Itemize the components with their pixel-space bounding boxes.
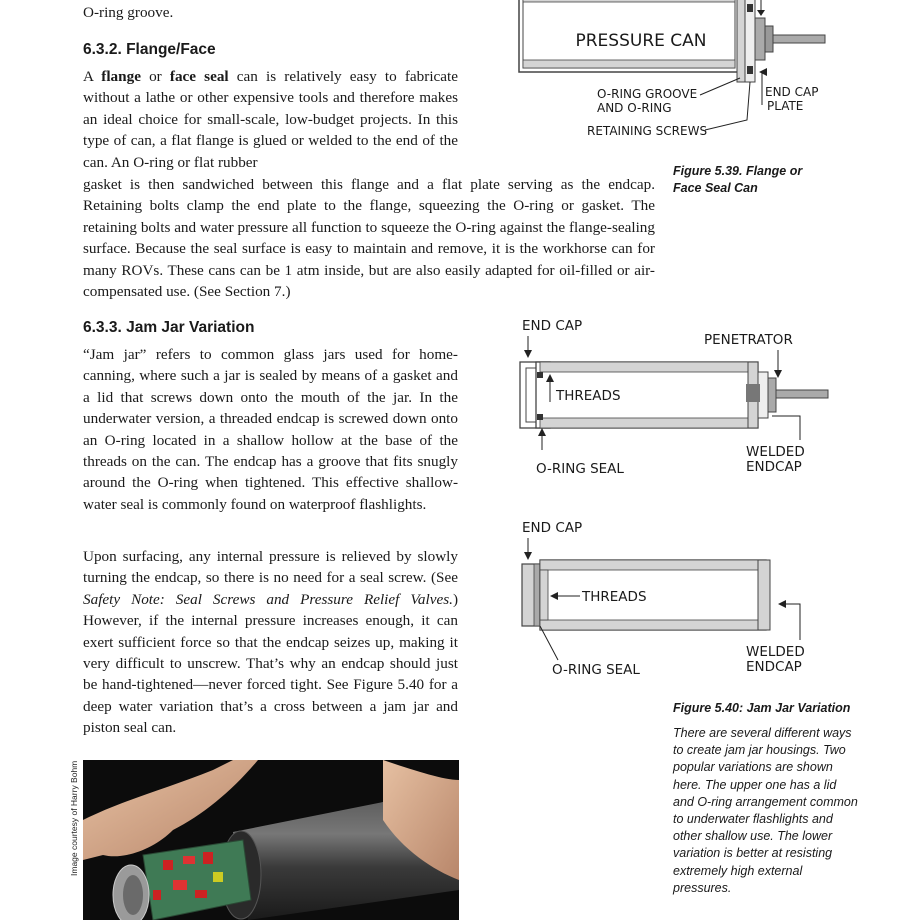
section-632-para-part1 (83, 66, 458, 173)
label-oring-groove-2: AND O-RING (597, 101, 672, 115)
label-bottom-welded-1: WELDED (746, 644, 805, 660)
pressure-can-photo (83, 760, 459, 920)
section-633-para-1: “Jam jar” refers to common glass jars used for home-canning, where such a jar is sealed by means of a gasket and a lid that screws down onto the mouth of the jar. In the underwater version, a threaded endcap is screwed down onto an O-ring located in a shallow hollow at the base of the threads on the can. The endcap has a groove that fits snugly around the O-ring when tightened. This effective shallow-water seal is commonly found on waterproof flashlights. (83, 346, 458, 513)
label-top-end-cap: END CAP (522, 318, 583, 334)
label-top-welded-1: WELDED (746, 444, 805, 460)
label-end-cap-2: PLATE (767, 99, 804, 113)
section-633-heading: 6.3.3. Jam Jar Variation (83, 319, 255, 336)
section-632-para-part2: gasket is then sandwiched between this flange and a flat plate serving as the endcap. Retaining bolts clamp the end plate to the flange, squeezing the O-ring or gasket. The retaining bolts and water pressure all function to squeeze the O-ring against the flange-sealing surface. Because the seal surface is easy to maintain and remove, it is the workhorse can for many ROVs. These cans can be 1 atm inside, but are also easily adapted for oil-filled or air-compensated use. (See Section 7.) (83, 176, 655, 301)
top-text-fragment: O-ring groove. (83, 4, 174, 21)
figure-540-top-diagram (510, 310, 840, 485)
figure-539-diagram (505, 0, 835, 150)
section-632-heading: 6.3.2. Flange/Face (83, 41, 216, 58)
p2-text-c: ) However, if the internal pressure increases enough, it can exert sufficient force so that the endcap seizes up, making it very difficult to unscrew. That’s why an endcap should just be hand-tightened—never forced tight. See Figure 5.40 for a deep water variation that’s a cross between a jam jar and piston seal can. (83, 590, 458, 737)
label-oring-groove-1: O-RING GROOVE (597, 87, 698, 101)
label-retaining-screws: RETAINING SCREWS (587, 124, 708, 138)
term-flange: flange (101, 68, 141, 85)
figure-540-caption-body: There are several different ways to create jam jar housings. Two popular variations are shown here. The upper one has a lid and O-ring arrangement common to underwater flashlights and other shallow use. The lower variation is better at resisting extremely high external pressures. (673, 726, 858, 895)
label-pressure-can: PRESSURE CAN (575, 31, 707, 51)
label-top-oring-seal: O-RING SEAL (536, 461, 624, 477)
label-penetrator: PENETRATOR (704, 332, 793, 348)
figure-540-caption-title: Figure 5.40: Jam Jar Variation (673, 701, 851, 715)
label-bottom-oring-seal: O-RING SEAL (552, 662, 640, 678)
p1-text-c: or (140, 68, 170, 85)
label-bottom-threads: THREADS (582, 589, 647, 605)
label-bottom-welded-2: ENDCAP (746, 659, 802, 675)
term-face-seal: face seal (169, 68, 229, 85)
figure-539-caption-line1: Figure 5.39. Flange or (673, 164, 803, 178)
label-bottom-end-cap: END CAP (522, 520, 583, 536)
p2-text-a: Upon surfacing, any internal pressure is relieved by slowly turning the endcap, so there is no need for a seal screw. (See (83, 548, 458, 587)
photo-credit: Image courtesy of Harry Bohm (69, 760, 79, 876)
figure-540-bottom-diagram (510, 510, 840, 685)
section-633-para-2 (83, 546, 458, 739)
figure-539-caption-line2: Face Seal Can (673, 181, 758, 195)
p1-text-e: can is relatively easy to fabricate without a lathe or other expensive tools and therefore makes an ideal choice for small-scale, low-budget projects. In this type of can, a flat flange is glued or welded to the end of the can. An O-ring or flat rubber (83, 68, 458, 171)
label-top-threads: THREADS (556, 388, 621, 404)
p1-text-a: A (83, 68, 102, 85)
label-end-cap-1: END CAP (765, 85, 819, 99)
label-top-welded-2: ENDCAP (746, 459, 802, 475)
safety-note-ref: Safety Note: Seal Screws and Pressure Relief Valves. (83, 590, 453, 608)
